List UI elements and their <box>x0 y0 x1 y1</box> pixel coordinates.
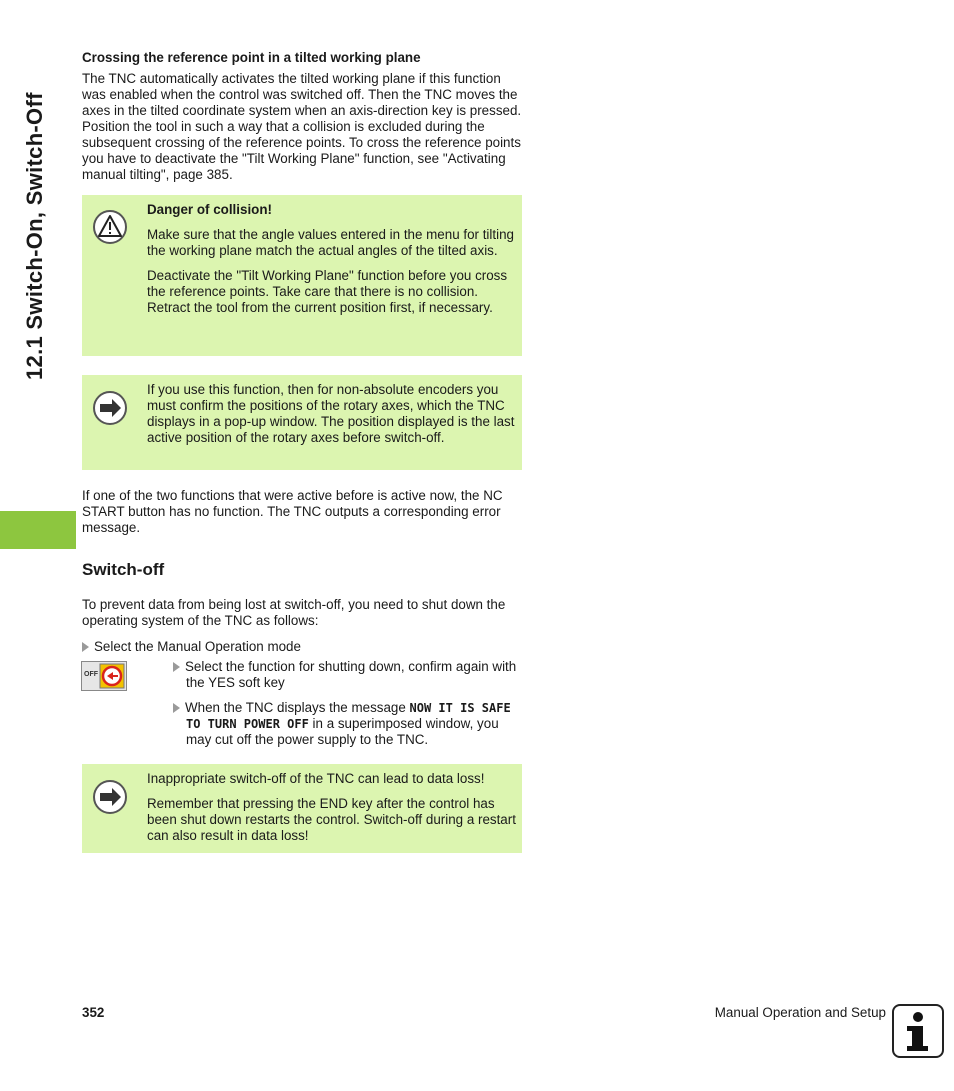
info-icon <box>892 1004 944 1058</box>
arrow-right-icon <box>92 390 128 430</box>
chapter-tab-marker <box>0 511 76 549</box>
switch-off-heading: Switch-off <box>82 560 165 579</box>
step2-text: Select the function for shutting down, confirm again with the YES soft key <box>185 659 517 690</box>
power-off-icon <box>99 663 125 689</box>
tilted-plane-heading: Crossing the reference point in a tilted working plane <box>82 50 421 65</box>
danger-note-p1: Make sure that the angle values entered in the menu for tilting the working plane match the actual angles of the tilted axis. <box>147 227 514 258</box>
danger-note <box>82 195 522 356</box>
step1-text: Select the Manual Operation mode <box>94 639 301 654</box>
bullet-arrow-icon <box>173 662 180 672</box>
step3-message-line1: NOW IT IS SAFE <box>409 701 511 715</box>
bullet-arrow-icon <box>173 703 180 713</box>
encoder-note <box>82 375 522 470</box>
danger-note-title: Danger of collision! <box>147 202 272 217</box>
off-softkey[interactable] <box>81 661 127 691</box>
switch-off-intro: To prevent data from being lost at switch-off, you need to shut down the operating system of the TNC as follows: <box>82 597 506 628</box>
danger-note-p2: Deactivate the "Tilt Working Plane" function before you cross the reference points. Take care that there is no collision. Retract the tool from the current position first, if necessary. <box>147 268 508 315</box>
step3-pre-text: When the TNC displays the message <box>185 700 410 715</box>
encoder-note-p1: If you use this function, then for non-absolute encoders you must confirm the positions of the rotary axes, which the TNC displays in a pop-up window. The position displayed is the last active position of the rotary axes before switch-off. <box>147 382 515 445</box>
step-select-manual <box>82 639 522 655</box>
footer-chapter: Manual Operation and Setup <box>714 1005 886 1020</box>
step-power-off <box>173 700 523 748</box>
page-number: 352 <box>82 1005 105 1020</box>
switch-off-section <box>82 560 522 655</box>
step3-message-line2: TO TURN POWER OFF <box>186 717 309 731</box>
bullet-arrow-icon <box>82 642 89 652</box>
step3-post-text: in a superimposed window, you may cut off the power supply to the TNC. <box>186 716 499 747</box>
chapter-title-text: 12.1 Switch-On, Switch-Off <box>22 92 47 380</box>
warning-icon <box>92 209 128 249</box>
after-note-paragraph: If one of the two functions that were active before is active now, the NC START button has no function. The TNC outputs a corresponding error message. <box>82 488 503 535</box>
arrow-right-icon <box>92 779 128 819</box>
tilted-plane-section <box>82 50 522 183</box>
softkey-label: OFF <box>84 671 98 678</box>
step-shutdown <box>173 659 523 691</box>
tilted-plane-body: The TNC automatically activates the tilted working plane if this function was enabled when the control was switched off. Then the TNC moves the axes in the tilted coordinate system when an axis-direction key is pressed. Position the tool in such a way that a collision is excluded during the subsequent crossing of the reference points. To cross the reference points you have to deactivate the "Tilt Working Plane" function, see "Activating manual tilting", page 385. <box>82 71 522 182</box>
dataloss-note-p1: Inappropriate switch-off of the TNC can lead to data loss! <box>147 771 485 786</box>
dataloss-note <box>82 764 522 853</box>
dataloss-note-p2: Remember that pressing the END key after the control has been shut down restarts the control. Switch-off during a restart can also result in data loss! <box>147 796 516 843</box>
